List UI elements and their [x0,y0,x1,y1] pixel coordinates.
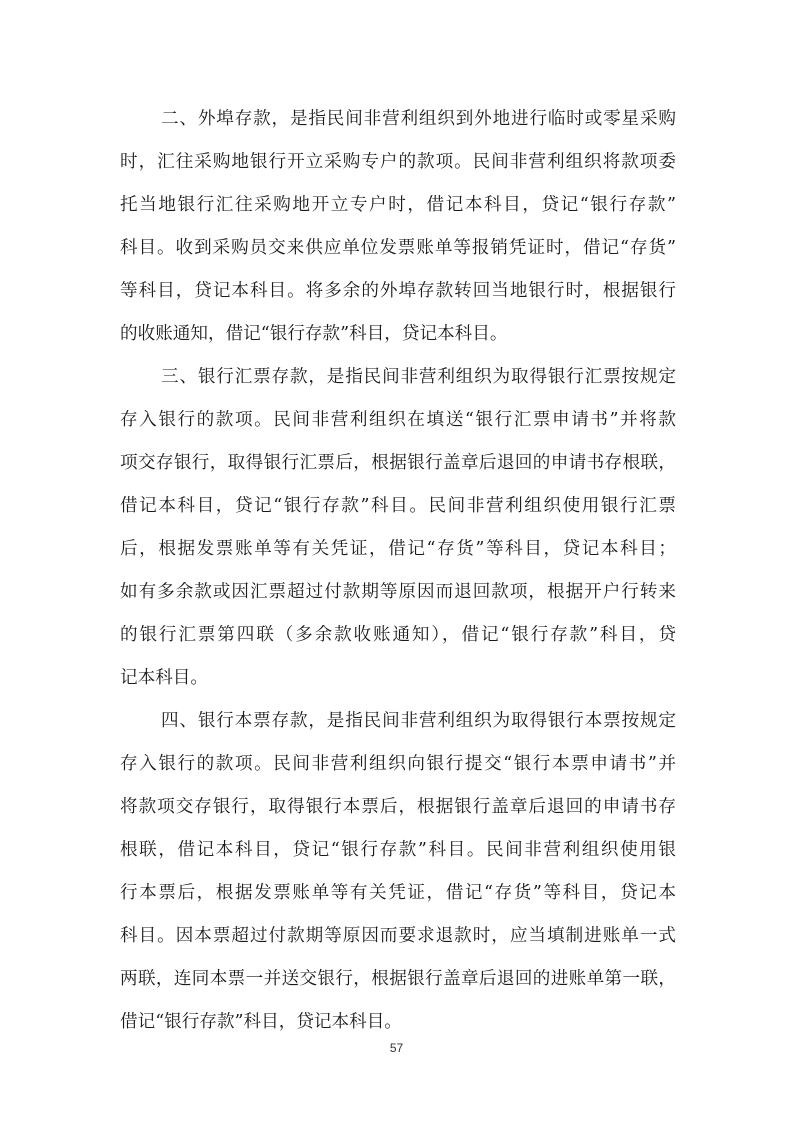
paragraph-line: 的银行汇票第四联（多余款收账通知），借记“银行存款”科目，贷 [120,625,676,645]
paragraph-line: 时，汇往采购地银行开立采购专户的款项。民间非营利组织将款项委 [120,152,676,172]
paragraph-line: 根联，借记本科目，贷记“银行存款”科目。民间非营利组织使用银 [120,840,676,860]
paragraph-line: 存入银行的款项。民间非营利组织在填送“银行汇票申请书”并将款 [120,410,676,430]
paragraph-line: 存入银行的款项。民间非营利组织向银行提交“银行本票申请书”并 [120,754,676,774]
paragraph-line: 借记本科目，贷记“银行存款”科目。民间非营利组织使用银行汇票 [120,496,676,516]
paragraph-line: 借记“银行存款”科目，贷记本科目。 [120,1012,402,1032]
paragraph-line: 等科目，贷记本科目。将多余的外埠存款转回当地银行时，根据银行 [120,281,676,301]
paragraph-line: 行本票后，根据发票账单等有关凭证，借记“存货”等科目，贷记本 [120,883,676,903]
paragraph-line: 两联，连同本票一并送交银行，根据银行盖章后退回的进账单第一联， [120,969,676,989]
paragraph-line: 科目。收到采购员交来供应单位发票账单等报销凭证时，借记“存货” [120,238,676,258]
paragraph-line: 如有多余款或因汇票超过付款期等原因而退回款项，根据开户行转来 [120,582,676,602]
paragraph-line: 三、银行汇票存款，是指民间非营利组织为取得银行汇票按规定 [161,367,676,387]
paragraph-line: 四、银行本票存款，是指民间非营利组织为取得银行本票按规定 [161,711,676,731]
paragraph-line: 后，根据发票账单等有关凭证，借记“存货”等科目，贷记本科目； [120,539,676,559]
paragraph-line: 的收账通知，借记“银行存款”科目，贷记本科目。 [120,324,508,344]
paragraph-line: 科目。因本票超过付款期等原因而要求退款时，应当填制进账单一式 [120,926,676,946]
paragraph-line: 托当地银行汇往采购地开立专户时，借记本科目，贷记“银行存款” [120,195,676,215]
paragraph-line: 项交存银行，取得银行汇票后，根据银行盖章后退回的申请书存根联， [120,453,676,473]
paragraph-line: 将款项交存银行，取得银行本票后，根据银行盖章后退回的申请书存 [120,797,676,817]
paragraph-line: 二、外埠存款，是指民间非营利组织到外地进行临时或零星采购 [161,109,676,129]
page-number: 57 [389,1041,404,1055]
paragraph-line: 记本科目。 [120,668,208,688]
